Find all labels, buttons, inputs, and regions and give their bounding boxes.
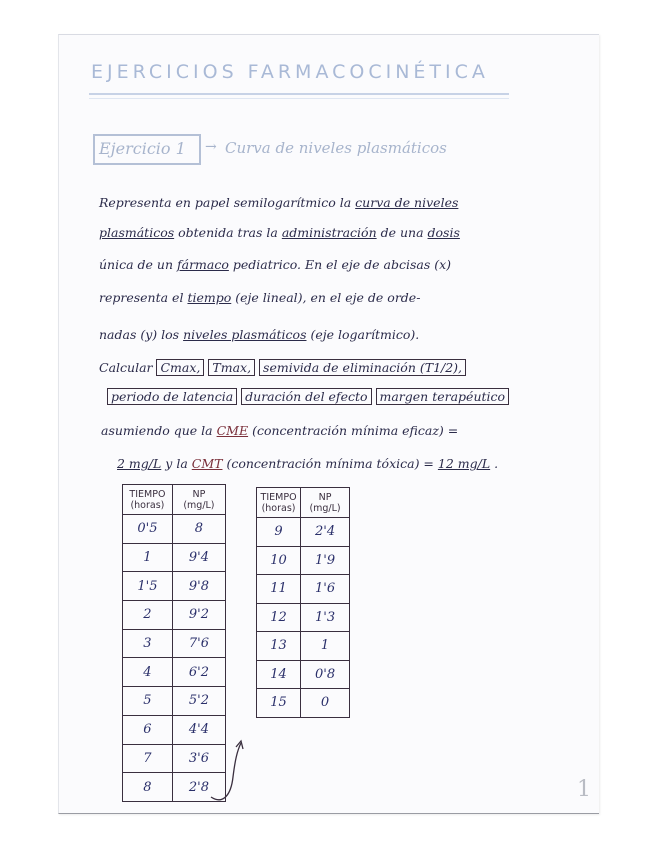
boxed-term-duration: duración del efecto: [241, 388, 371, 405]
boxed-term-half-life: semivida de eliminación (T1/2),: [259, 359, 466, 376]
statement-line-2: [99, 225, 460, 240]
boxed-term-cmax: Cmax,: [156, 359, 204, 376]
statement-line-3: [99, 257, 451, 272]
statement-line-4: [99, 290, 420, 305]
underlined-term: niveles plasmáticos: [183, 327, 307, 342]
continuation-arrow-icon: [209, 737, 249, 807]
exercise-subtitle: Curva de niveles plasmáticos: [225, 139, 447, 157]
np-cell: 9'8: [172, 572, 225, 601]
np-cell: 7'6: [172, 629, 225, 658]
header-label: NP: [318, 491, 332, 503]
underlined-term: tiempo: [187, 290, 232, 305]
text-fragment: (eje lineal), en el eje de orde-: [235, 290, 421, 305]
np-cell: 1'9: [301, 546, 350, 575]
text-fragment: única de un: [99, 257, 173, 272]
underlined-term: plasmáticos: [99, 225, 175, 240]
text-fragment: de una: [380, 225, 424, 240]
statement-line-5: [99, 327, 419, 342]
underlined-term: 12 mg/L: [437, 456, 491, 471]
time-cell: 9: [257, 518, 301, 547]
time-cell: 11: [257, 575, 301, 604]
time-cell: 10: [257, 546, 301, 575]
time-cell: 1: [123, 543, 173, 572]
np-cell: 5'2: [172, 687, 225, 716]
np-cell: 9'4: [172, 543, 225, 572]
boxed-term-therapeutic-margin: margen terapéutico: [376, 388, 510, 405]
boxed-term-tmax: Tmax,: [208, 359, 255, 376]
underlined-term: administración: [281, 225, 377, 240]
title-underline: [89, 93, 509, 95]
np-cell: 9'2: [172, 601, 225, 630]
text-fragment: (eje logarítmico).: [310, 327, 420, 342]
header-label: TIEMPO: [129, 488, 166, 500]
time-cell: 5: [123, 687, 173, 716]
table-row: [123, 629, 226, 658]
header-label: NP: [192, 488, 206, 500]
text-fragment: (concentración mínima tóxica) =: [226, 456, 434, 471]
table-row: [123, 572, 226, 601]
table-header-np: [301, 488, 350, 518]
underlined-term: curva de niveles: [355, 195, 459, 210]
table-row: [257, 632, 350, 661]
np-cell: 2'4: [301, 518, 350, 547]
np-cell: 1: [301, 632, 350, 661]
text-fragment: asumiendo que la: [101, 423, 213, 438]
underlined-term: dosis: [427, 225, 460, 240]
np-cell: 1'3: [301, 603, 350, 632]
page-number: 1: [577, 777, 591, 802]
time-cell: 7: [123, 744, 173, 773]
np-cell: 2'8: [172, 773, 225, 802]
exercise-label: Ejercicio 1: [99, 139, 186, 158]
table-row: [123, 515, 226, 544]
page-title: EJERCICIOS FARMACOCINÉTICA: [91, 61, 489, 83]
text-fragment: Calcular: [99, 360, 153, 375]
table-row: [257, 660, 350, 689]
text-fragment: Representa en papel semilogarítmico la: [99, 195, 352, 210]
time-cell: 0'5: [123, 515, 173, 544]
time-cell: 6: [123, 715, 173, 744]
statement-line-6: [99, 360, 466, 375]
time-cell: 13: [257, 632, 301, 661]
text-fragment: nadas (y) los: [99, 327, 180, 342]
table-row: [257, 546, 350, 575]
text-fragment: y la: [165, 456, 188, 471]
table-row: [123, 687, 226, 716]
time-cell: 8: [123, 773, 173, 802]
time-cell: 15: [257, 689, 301, 718]
time-cell: 2: [123, 601, 173, 630]
plasma-levels-table-2: [256, 487, 350, 718]
time-cell: 1'5: [123, 572, 173, 601]
header-unit: (mg/L): [183, 499, 215, 511]
text-fragment: representa el: [99, 290, 184, 305]
np-cell: 6'2: [172, 658, 225, 687]
arrow-icon: →: [205, 139, 217, 155]
table-row: [257, 689, 350, 718]
text-fragment: pediatrico. En el eje de abcisas (x): [232, 257, 452, 272]
table-header-time: [257, 488, 301, 518]
np-cell: 3'6: [172, 744, 225, 773]
np-cell: 4'4: [172, 715, 225, 744]
table-header-np: [172, 485, 225, 515]
statement-line-1: [99, 195, 458, 210]
time-cell: 12: [257, 603, 301, 632]
underlined-term: CME: [216, 423, 249, 438]
np-cell: 1'6: [301, 575, 350, 604]
text-fragment: obtenida tras la: [178, 225, 278, 240]
header-unit: (horas): [261, 502, 296, 514]
text-fragment: .: [494, 456, 499, 471]
np-cell: 8: [172, 515, 225, 544]
np-cell: 0: [301, 689, 350, 718]
time-cell: 14: [257, 660, 301, 689]
title-underline-secondary: [89, 98, 509, 99]
table-row: [257, 518, 350, 547]
notebook-page: [58, 34, 599, 814]
header-unit: (mg/L): [309, 502, 341, 514]
time-cell: 3: [123, 629, 173, 658]
table-header-time: [123, 485, 173, 515]
underlined-term: CMT: [191, 456, 223, 471]
np-cell: 0'8: [301, 660, 350, 689]
statement-line-8: [101, 423, 458, 438]
underlined-term: 2 mg/L: [117, 456, 162, 471]
table-row: [123, 601, 226, 630]
table-row: [123, 543, 226, 572]
header-label: TIEMPO: [260, 491, 297, 503]
table-row: [257, 603, 350, 632]
text-fragment: (concentración mínima eficaz) =: [252, 423, 459, 438]
header-unit: (horas): [130, 499, 165, 511]
statement-line-9: [117, 456, 498, 471]
boxed-term-latency: periodo de latencia: [107, 388, 237, 405]
table-row: [257, 575, 350, 604]
time-cell: 4: [123, 658, 173, 687]
table-row: [123, 658, 226, 687]
statement-line-7: [107, 389, 509, 404]
underlined-term: fármaco: [176, 257, 229, 272]
